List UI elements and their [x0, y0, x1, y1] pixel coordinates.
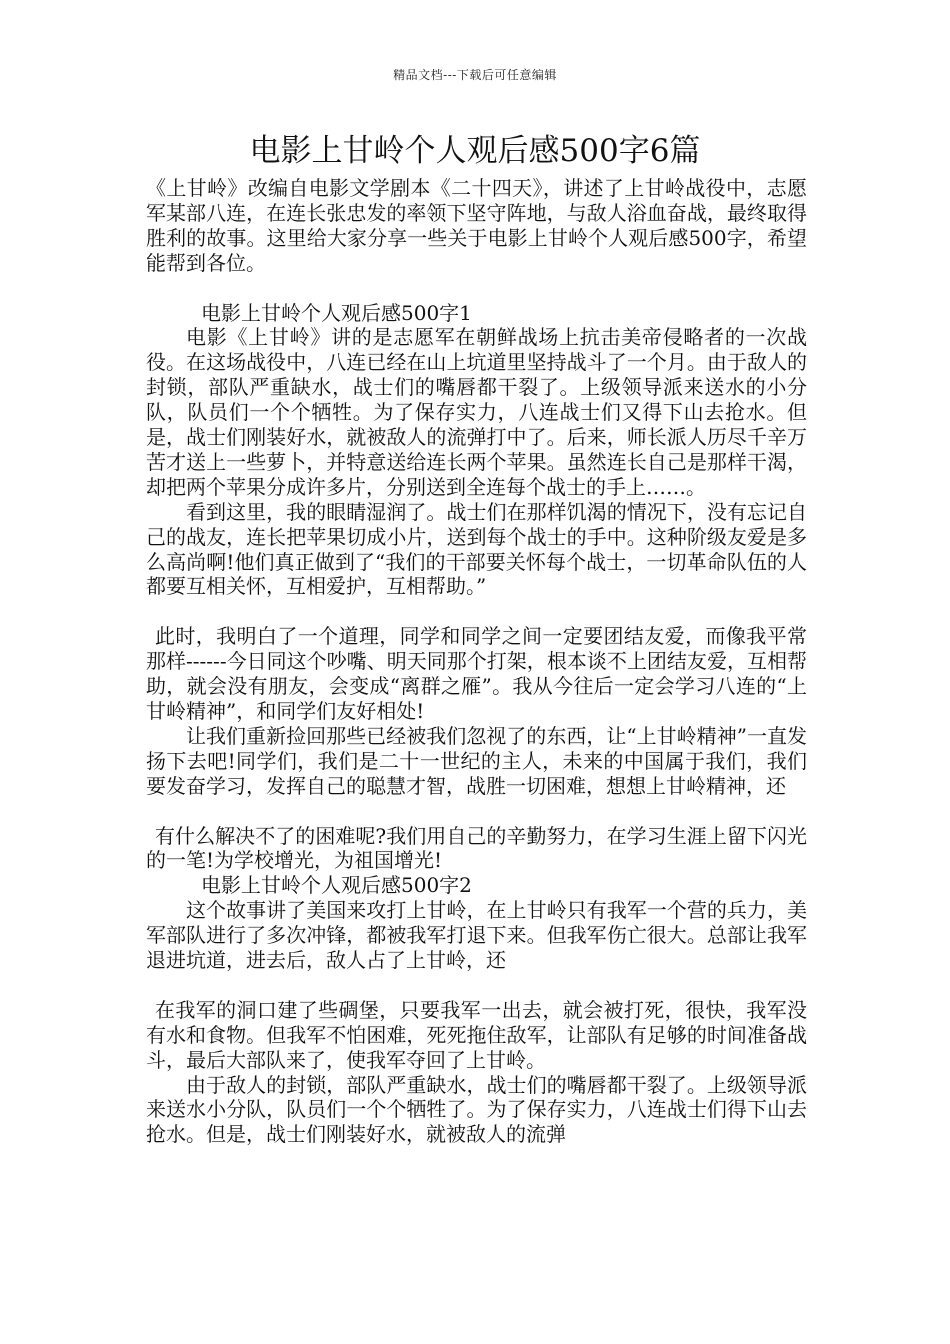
section-2-paragraph-2: 在我军的洞口建了些碉堡，只要我军一出去，就会被打死，很快，我军没有水和食物。但我军不怕困难，死死拖住敌军，让部队有足够的时间准备战斗，最后大部队来了，使我军夺回了上甘岭。 — [146, 997, 807, 1072]
section-1-paragraph-1: 电影《上甘岭》讲的是志愿军在朝鲜战场上抗击美帝侵略者的一次战役。在这场战役中，八连已经在山上坑道里坚持战斗了一个月。由于敌人的封锁，部队严重缺水，战士们的嘴唇都干裂了。上级领导派来送水的小分队，队员们一个个牺牲。为了保存实力，八连战士们又得下山去抢水。但是，战士们刚装好水，就被敌人的流弹打中了。后来，师长派人历尽千辛万苦才送上一些萝卜，并特意送给连长两个苹果。虽然连长自己是那样干渴，却把两个苹果分成许多片，分别送到全连每个战士的手上……。 — [146, 325, 807, 499]
blank-line — [146, 276, 807, 301]
section-1-heading: 电影上甘岭个人观后感500字1 — [201, 300, 472, 325]
document-title: 电影上甘岭个人观后感500字6篇 — [249, 133, 701, 169]
intro-paragraph: 《上甘岭》改编自电影文学剧本《二十四天》，讲述了上甘岭战役中，志愿军某部八连，在连长张忠发的率领下坚守阵地，与敌人浴血奋战，最终取得胜利的故事。这里给大家分享一些关于电影上甘岭个人观后感500字，希望能帮到各位。 — [146, 176, 807, 275]
document-body — [146, 176, 807, 1147]
section-2-heading: 电影上甘岭个人观后感500字2 — [201, 873, 472, 898]
blank-line — [146, 799, 807, 824]
section-2-paragraph-3: 由于敌人的封锁，部队严重缺水，战士们的嘴唇都干裂了。上级领导派来送水小分队，队员们一个个牺牲了。为了保存实力，八连战士们得下山去抢水。但是，战士们刚装好水，就被敌人的流弹 — [146, 1072, 807, 1147]
section-1-paragraph-4: 让我们重新捡回那些已经被我们忽视了的东西，让“上甘岭精神”一直发扬下去吧!同学们，我们是二十一世纪的主人，未来的中国属于我们，我们要发奋学习，发挥自己的聪慧才智，战胜一切困难，想想上甘岭精神，还 — [146, 723, 807, 798]
page-header-note: 精品文档---下载后可任意编辑 — [393, 68, 557, 82]
section-2-paragraph-1: 这个故事讲了美国来攻打上甘岭，在上甘岭只有我军一个营的兵力，美军部队进行了多次冲锋，都被我军打退下来。但我军伤亡很大。总部让我军退进坑道，进去后，敌人占了上甘岭，还 — [146, 898, 807, 973]
section-1-paragraph-5: 有什么解决不了的困难呢?我们用自己的辛勤努力，在学习生涯上留下闪光的一笔!为学校增光，为祖国增光! — [146, 823, 807, 873]
section-1-paragraph-3: 此时，我明白了一个道理，同学和同学之间一定要团结友爱，而像我平常那样------今日同这个吵嘴、明天同那个打架，根本谈不上团结友爱，互相帮助，就会没有朋友，会变成“离群之雁”。我从今往后一定会学习八连的“上甘岭精神”，和同学们友好相处! — [146, 624, 807, 723]
section-1-paragraph-2: 看到这里，我的眼睛湿润了。战士们在那样饥渴的情况下，没有忘记自己的战友，连长把苹果切成小片，送到每个战士的手中。这种阶级友爱是多么高尚啊!他们真正做到了“我们的干部要关怀每个战士，一切革命队伍的人都要互相关怀，互相爱护，互相帮助。” — [146, 499, 807, 599]
blank-line — [146, 599, 807, 624]
blank-line — [146, 973, 807, 998]
